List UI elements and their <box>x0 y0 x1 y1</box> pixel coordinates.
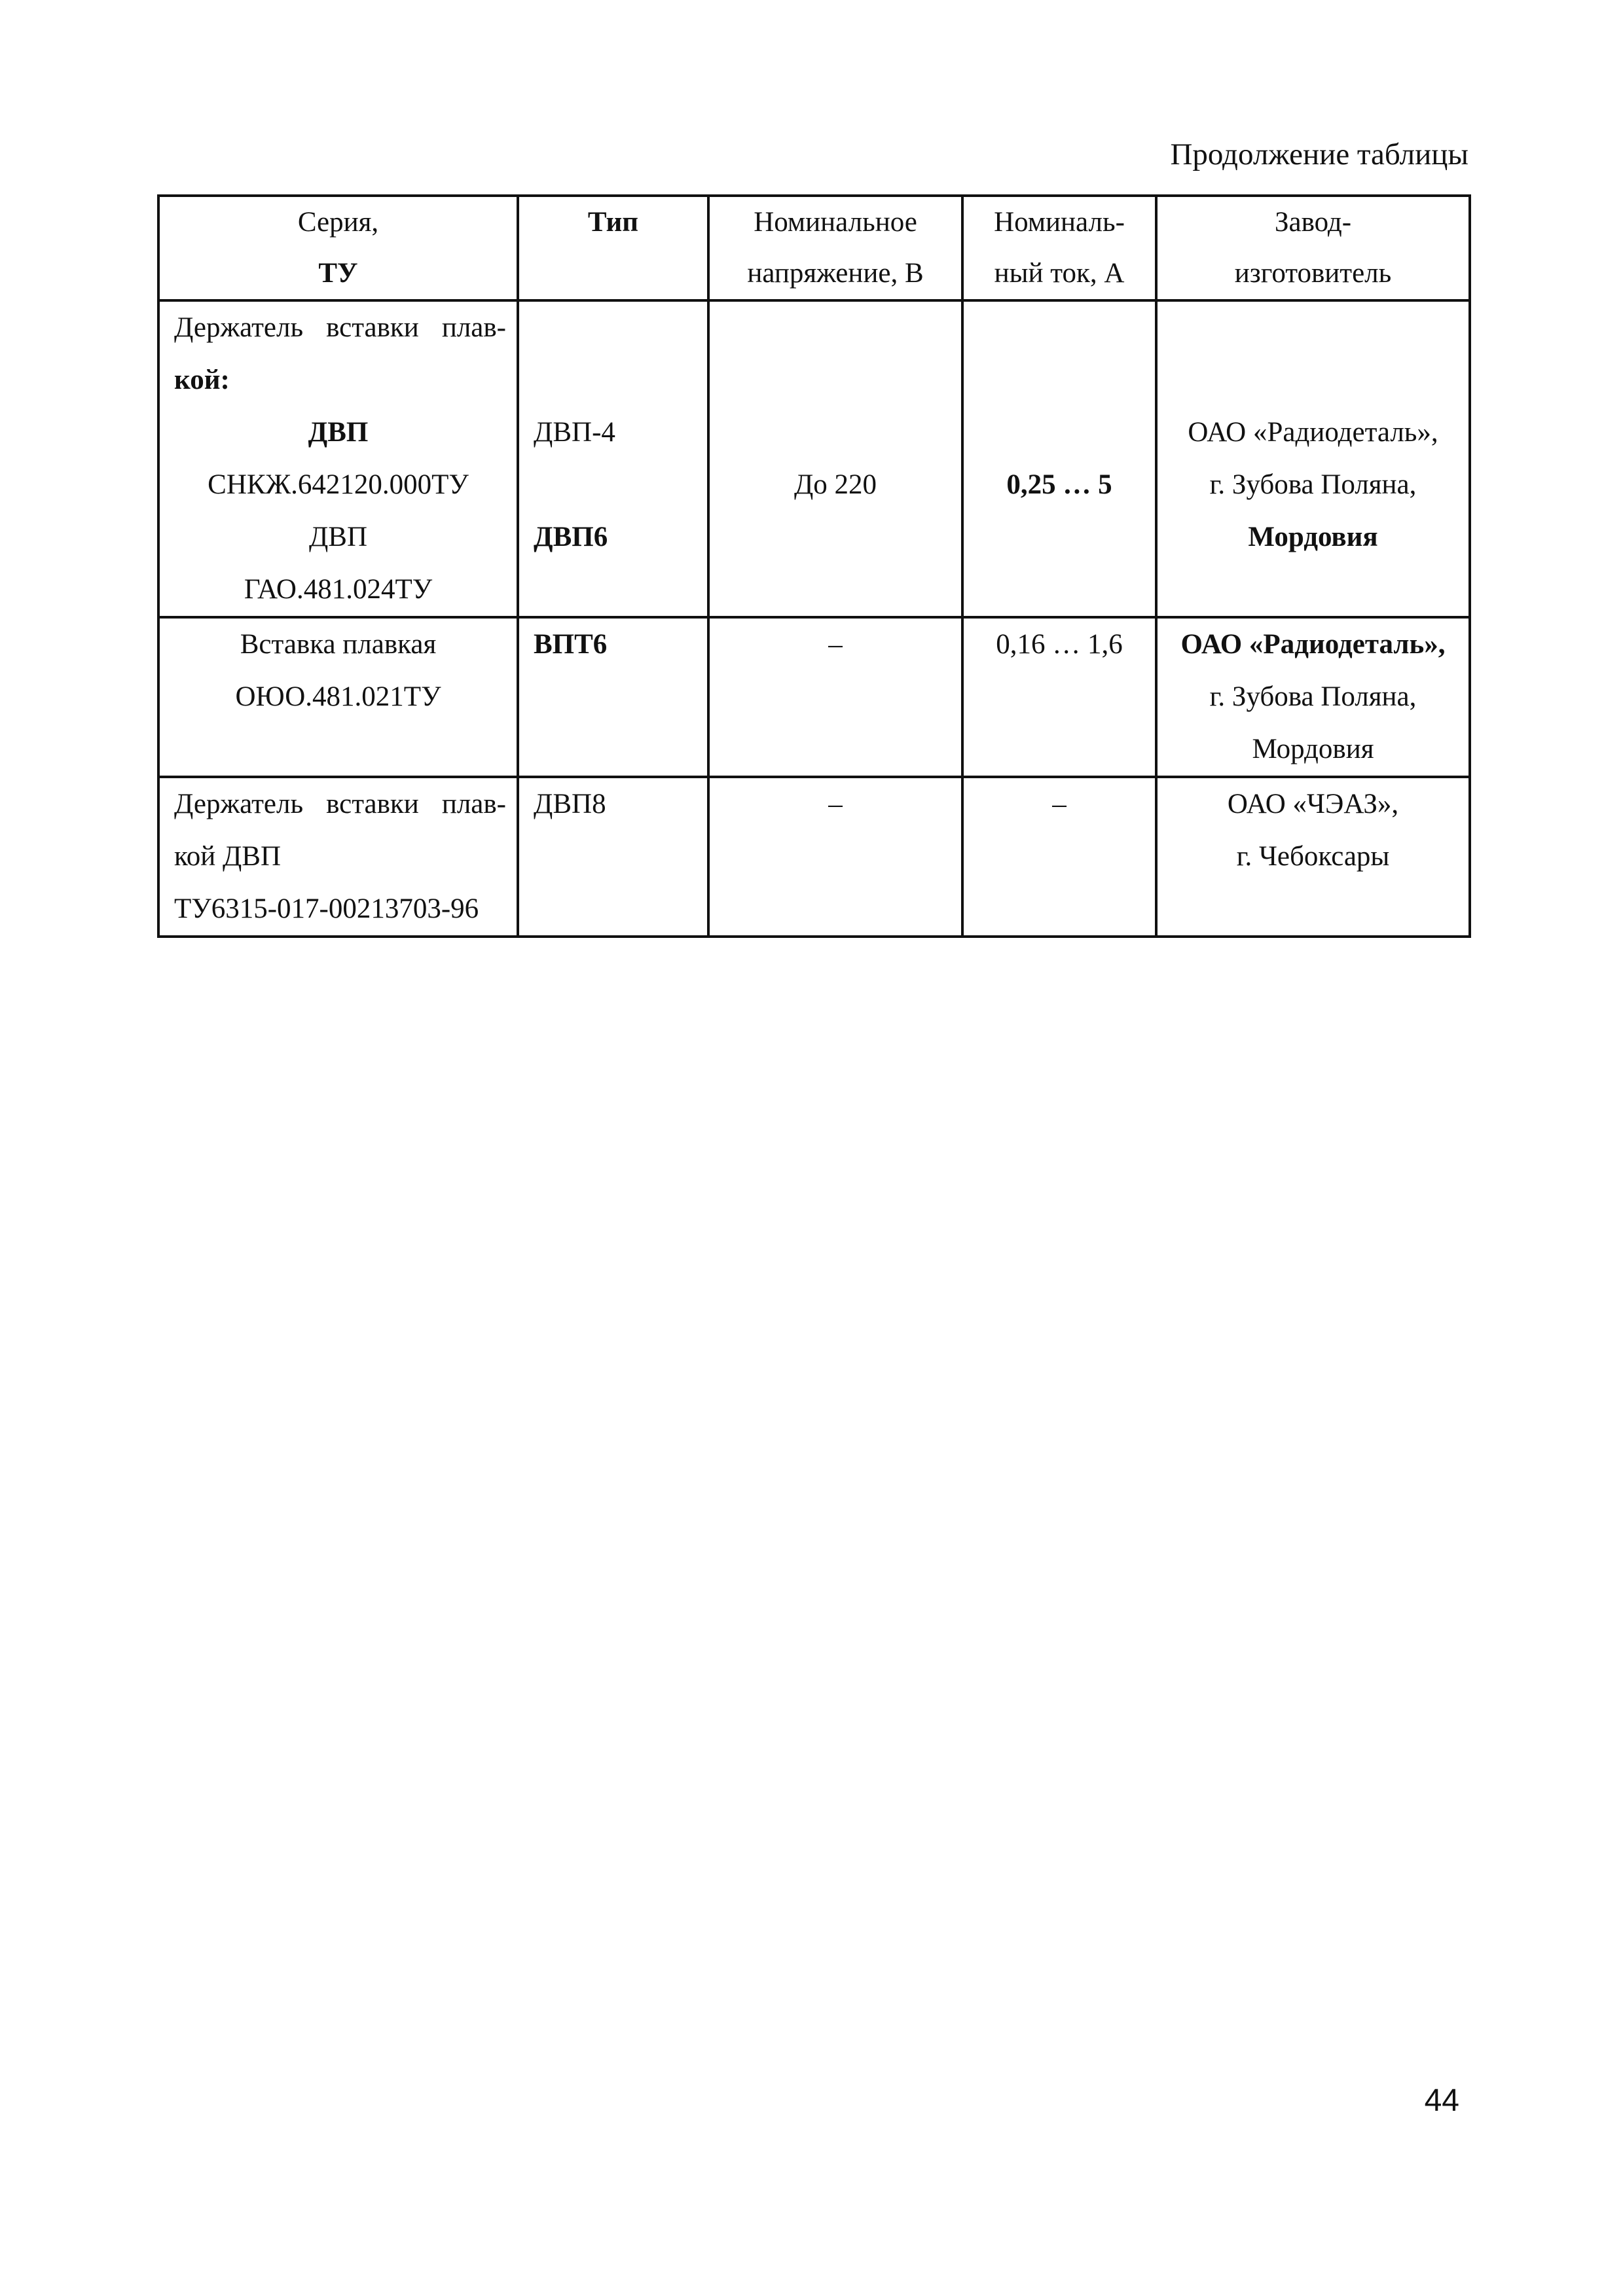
cell-type: ВПТ6 <box>518 617 708 777</box>
table-row <box>158 777 1470 937</box>
header-current: Номиналь- ный ток, А <box>962 196 1156 300</box>
cell-voltage: – <box>708 777 962 937</box>
table-row <box>158 617 1470 777</box>
cell-manufacturer: ОАО «ЧЭАЗ», г. Чебоксары <box>1156 777 1470 937</box>
table-continuation-label: Продолжение таблицы <box>1170 137 1468 171</box>
table-header-row <box>158 196 1470 300</box>
cell-current: 0,25 … 5 <box>962 300 1156 617</box>
cell-series: Вставка плавкая ОЮО.481.021ТУ <box>158 617 518 777</box>
header-type: Тип <box>518 196 708 300</box>
header-manufacturer: Завод- изготовитель <box>1156 196 1470 300</box>
cell-series: Держатель вставки плав- кой: ДВП СНКЖ.642120.000ТУ ДВП ГАО.481.024ТУ <box>158 300 518 617</box>
cell-series: Держатель вставки плав- кой ДВП ТУ6315-017-00213703-96 <box>158 777 518 937</box>
cell-voltage: До 220 <box>708 300 962 617</box>
cell-current: 0,16 … 1,6 <box>962 617 1156 777</box>
cell-type: ДВП-4 ДВП6 <box>518 300 708 617</box>
cell-voltage: – <box>708 617 962 777</box>
table-row <box>158 300 1470 617</box>
cell-manufacturer: ОАО «Радиодеталь», г. Зубова Поляна, Мордовия <box>1156 300 1470 617</box>
header-voltage: Номинальное напряжение, В <box>708 196 962 300</box>
cell-current: – <box>962 777 1156 937</box>
header-series: Серия, ТУ <box>158 196 518 300</box>
fuse-holder-table <box>157 194 1471 938</box>
cell-type: ДВП8 <box>518 777 708 937</box>
page-number: 44 <box>1424 2083 1459 2118</box>
cell-manufacturer: ОАО «Радиодеталь», г. Зубова Поляна, Мордовия <box>1156 617 1470 777</box>
